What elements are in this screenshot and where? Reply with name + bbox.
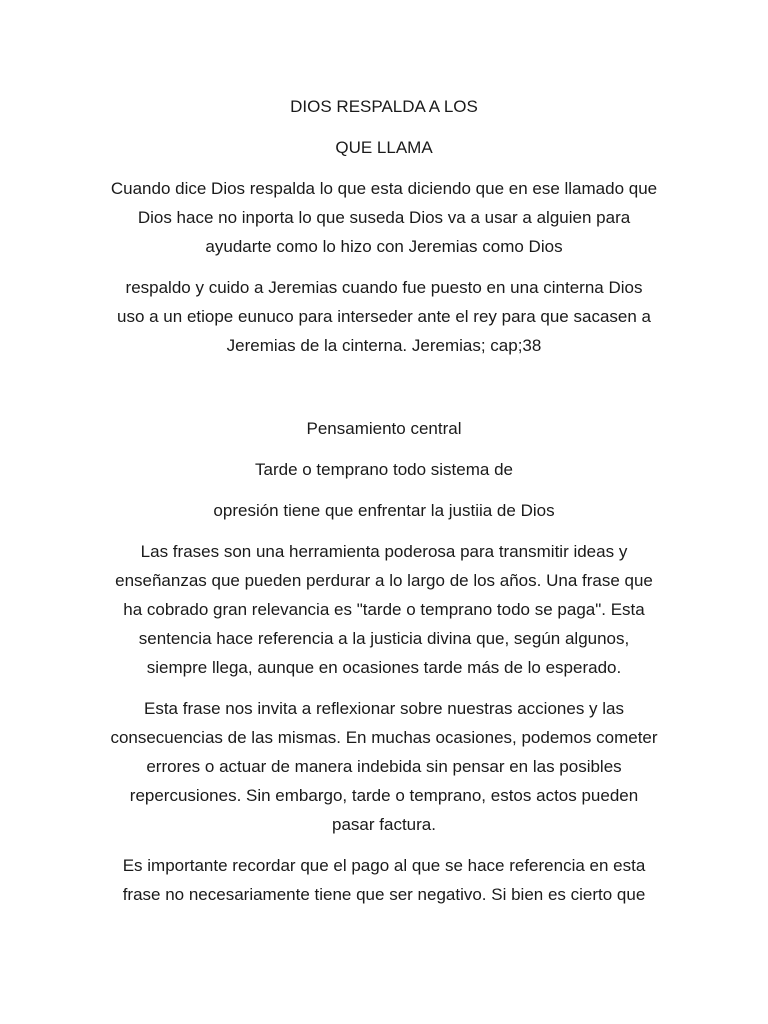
central-thought-line-1: Tarde o temprano todo sistema de <box>255 460 513 479</box>
paragraph-5: Es importante recordar que el pago al que se hace referencia en esta frase no necesariamente tiene que ser negativo. Si bien es cierto que <box>122 856 646 904</box>
paragraph-1: Cuando dice Dios respalda lo que esta diciendo que en ese llamado que Dios hace no inporta lo que suseda Dios va a usar a alguien para ayudarte como lo hizo con Jeremias como Dios <box>110 179 658 256</box>
section-heading: Pensamiento central <box>306 419 462 438</box>
blank-space <box>0 372 768 414</box>
paragraph-2: respaldo y cuido a Jeremias cuando fue puesto en una cinterna Dios uso a un etiope eunuco para interseder ante el rey para que sacasen a Jeremias de la cinterna. Jeremias; cap;38 <box>117 278 651 355</box>
paragraph-4: Esta frase nos invita a reflexionar sobre nuestras acciones y las consecuencias de las mismas. En muchas ocasiones, podemos cometer errores o actuar de manera indebida sin pensar en las posibles repercusiones. Sin embargo, tarde o temprano, estos actos pueden pasar factura. <box>110 699 658 834</box>
paragraph-3: Las frases son una herramienta poderosa para transmitir ideas y enseñanzas que pueden perdurar a lo largo de los años. Una frase que ha cobrado gran relevancia es "tarde o temprano todo se paga". Esta sentencia hace referencia a la justicia divina que, según algunos, siempre llega, aunque en ocasiones tarde más de lo esperado. <box>115 542 653 677</box>
central-thought-line-2: opresión tiene que enfrentar la justiia de Dios <box>213 501 555 520</box>
document-title-line-2: QUE LLAMA <box>335 138 433 157</box>
document-title-line-1: DIOS RESPALDA A LOS <box>290 97 478 116</box>
